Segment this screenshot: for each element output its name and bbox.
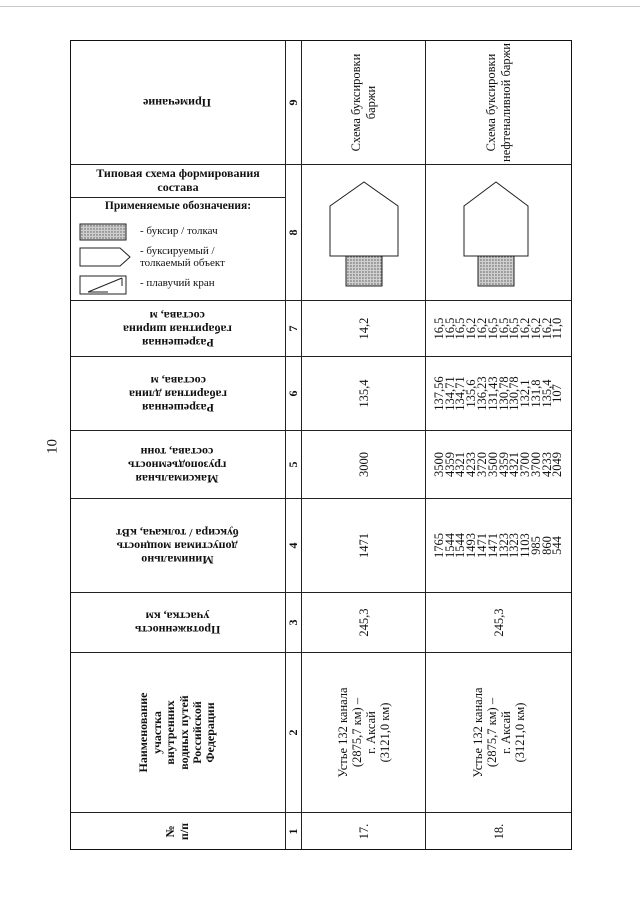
row18-power-list: 1765 1544 1544 1493 1471 1471 1323 1323 1103 985 860 544 <box>426 498 572 592</box>
scheme-title: Типовая схема формирования состава <box>70 164 286 198</box>
page-number: 10 <box>44 439 61 454</box>
row18-name: Устье 132 канала (2875,7 км) – г. Аксай (3121,0 км) <box>426 652 572 812</box>
routes-table <box>70 40 572 850</box>
row18-length-m-list: 137,56 134,71 134,71 135,6 136,23 131,43 130,78 130,78 132,1 131,8 135,4 107 <box>426 356 572 430</box>
colnum-5: 5 <box>286 430 302 498</box>
row17-name: Устье 132 канала (2875,7 км) – г. Аксай (3121,0 км) <box>302 652 426 812</box>
row17-scheme <box>302 164 426 300</box>
colnum-1: 1 <box>286 812 302 850</box>
row17-length: 245,3 <box>302 592 426 652</box>
tug-barge-scheme-icon <box>302 164 426 300</box>
colnum-4: 4 <box>286 498 302 592</box>
colnum-9: 9 <box>286 40 302 164</box>
tug-tanker-scheme-icon <box>426 164 572 300</box>
legend-title: Применяемые обозначения: <box>104 200 252 212</box>
legend-crane: - плавучий кран <box>78 274 132 300</box>
tug-symbol-icon <box>78 222 132 242</box>
row17-num: 17. <box>302 812 426 850</box>
row18-capacity-list: 3500 4359 4321 4233 3720 3500 4359 4321 3700 3700 4233 2049 <box>426 430 572 498</box>
row18-scheme <box>426 164 572 300</box>
row18-note: Схема буксировки нефтеналивной баржи <box>426 40 572 164</box>
header-length: Протяженность участка, км <box>70 592 286 652</box>
header-name: Наименование участка внутренних водных путей Российской Федерации <box>70 652 286 812</box>
header-note: Примечание <box>70 40 286 164</box>
row17-power: 1471 <box>302 498 426 592</box>
legend-barge: - буксируемый / толкаемый объект <box>78 246 132 272</box>
barge-symbol-icon <box>78 246 132 268</box>
row17-note: Схема буксировки баржи <box>302 40 426 164</box>
row18-num: 18. <box>426 812 572 850</box>
crane-symbol-icon <box>78 274 132 296</box>
legend-tug: - буксир / толкач <box>78 222 132 246</box>
row18-length: 245,3 <box>426 592 572 652</box>
header-scheme <box>70 164 286 300</box>
row18-width-m-list: 16,5 16,5 16,5 16,2 16,2 16,5 16,5 16,5 16,2 16,2 16,2 11,0 <box>426 300 572 356</box>
row17-capacity: 3000 <box>302 430 426 498</box>
header-capacity: Максимальная грузоподъемность состава, тонн <box>70 430 286 498</box>
header-power: Минимально допустимая мощность буксира / толкача, кВт <box>70 498 286 592</box>
row17-width-m: 14,2 <box>302 300 426 356</box>
top-rule <box>0 6 640 7</box>
colnum-8: 8 <box>286 164 302 300</box>
header-num: № п/п <box>70 812 286 850</box>
colnum-7: 7 <box>286 300 302 356</box>
header-width-m: Разрешенная габаритная ширина состава, м <box>70 300 286 356</box>
row17-length-m: 135,4 <box>302 356 426 430</box>
header-length-m: Разрешенная габаритная длина состава, м <box>70 356 286 430</box>
colnum-2: 2 <box>286 652 302 812</box>
colnum-3: 3 <box>286 592 302 652</box>
colnum-6: 6 <box>286 356 302 430</box>
